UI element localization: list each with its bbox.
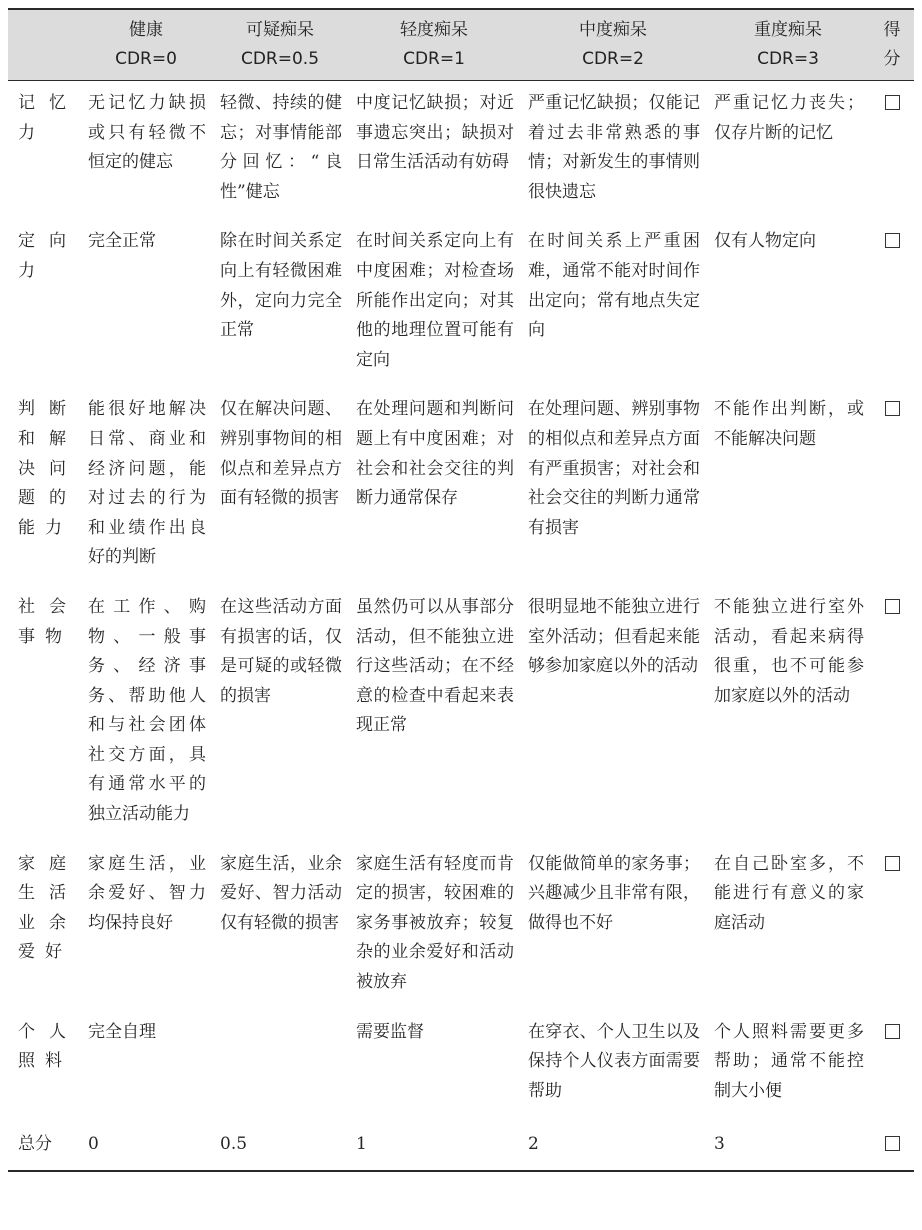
cell-mild: 在时间关系定向上有中度困难；对检查场所能作出定向；对其他的地理位置可能有定向	[356, 231, 514, 370]
cell-moderate: 2	[528, 1134, 539, 1155]
cell-mild: 中度记忆缺损；对近事遗忘突出；缺损对日常生活活动有妨碍	[356, 93, 514, 173]
header-domain-blank	[8, 9, 80, 81]
cell-questionable: 家庭生活，业余爱好、智力活动仅有轻微的损害	[220, 853, 342, 933]
score-cell	[870, 1118, 914, 1171]
domain-label: 总分	[18, 1134, 52, 1155]
cell-questionable: 仅在解决问题、辨别事物间的相似点和差异点方面有轻微的损害	[220, 399, 342, 509]
cell-questionable	[212, 1010, 348, 1119]
row-community-affairs	[8, 585, 914, 842]
domain-label: 判断和解决问题的能力	[18, 399, 76, 538]
score-cell	[870, 81, 914, 220]
score-cell	[870, 1010, 914, 1119]
header-moderate: 中度痴呆 CDR=2	[579, 20, 647, 69]
header-severe: 重度痴呆 CDR=3	[754, 20, 822, 69]
header-mild: 轻度痴呆 CDR=1	[400, 20, 468, 69]
cell-moderate: 在处理问题、辨别事物的相似点和差异点方面有严重损害；对社会和社会交往的判断力通常有损害	[528, 399, 700, 538]
score-checkbox[interactable]	[885, 95, 900, 110]
cell-severe: 不能独立进行室外活动，看起来病得很重，也不可能参加家庭以外的活动	[714, 596, 864, 706]
cell-mild: 家庭生活有轻度而肯定的损害，较困难的家务事被放弃；较复杂的业余爱好和活动被放弃	[356, 853, 514, 993]
cell-severe: 个人照料需要更多帮助；通常不能控制大小便	[714, 1021, 864, 1101]
header-score: 得 分	[883, 20, 901, 69]
cell-healthy: 无记忆力缺损或只有轻微不恒定的健忘	[88, 93, 206, 173]
cell-moderate: 在时间关系上严重困难，通常不能对时间作出定向；常有地点失定向	[528, 231, 700, 341]
cell-healthy: 0	[88, 1134, 99, 1155]
cell-healthy: 完全自理	[88, 1021, 156, 1042]
cell-moderate: 仅能做简单的家务事；兴趣减少且非常有限，做得也不好	[528, 853, 700, 933]
cell-moderate: 严重记忆缺损；仅能记着过去非常熟悉的事情；对新发生的事情则很快遗忘	[528, 93, 700, 202]
row-home-hobbies	[8, 842, 914, 1010]
row-orientation	[8, 219, 914, 387]
cell-healthy: 在工作、购物、一般事务、经济事务、帮助他人和与社会团体社交方面，具有通常水平的独立活动能力	[88, 596, 206, 825]
score-cell	[870, 585, 914, 842]
cell-moderate: 很明显地不能独立进行室外活动；但看起来能够参加家庭以外的活动	[528, 596, 700, 677]
cell-healthy: 完全正常	[88, 231, 156, 252]
domain-label: 家庭生活业余爱好	[18, 853, 76, 963]
cell-mild: 需要监督	[356, 1021, 424, 1042]
cell-questionable: 0.5	[220, 1134, 248, 1155]
domain-label: 社会事物	[18, 596, 76, 647]
score-checkbox[interactable]	[885, 1136, 900, 1151]
domain-label: 个人照料	[18, 1021, 76, 1072]
row-memory	[8, 81, 914, 220]
score-checkbox[interactable]	[885, 401, 900, 416]
header-healthy: 健康 CDR=0	[115, 20, 177, 69]
cdr-table	[8, 8, 914, 1172]
row-judgment	[8, 387, 914, 585]
score-cell	[870, 842, 914, 1010]
row-total	[8, 1118, 914, 1171]
cell-healthy: 家庭生活，业余爱好、智力均保持良好	[88, 853, 206, 933]
score-checkbox[interactable]	[885, 233, 900, 248]
cell-severe: 3	[714, 1134, 725, 1155]
row-personal-care	[8, 1010, 914, 1119]
score-cell	[870, 219, 914, 387]
cell-mild: 在处理问题和判断问题上有中度困难；对社会和社会交往的判断力通常保存	[356, 399, 514, 509]
score-checkbox[interactable]	[885, 1024, 900, 1039]
score-checkbox[interactable]	[885, 856, 900, 871]
cell-severe: 仅有人物定向	[714, 231, 816, 252]
header-questionable: 可疑痴呆 CDR=0.5	[240, 20, 320, 69]
cell-mild: 虽然仍可以从事部分活动，但不能独立进行这些活动；在不经意的检查中看起来表现正常	[356, 596, 514, 736]
domain-label: 记忆力	[18, 93, 76, 143]
cell-healthy: 能很好地解决日常、商业和经济问题，能对过去的行为和业绩作出良好的判断	[88, 399, 206, 568]
header-row	[8, 9, 914, 81]
cell-questionable: 除在时间关系定向上有轻微困难外，定向力完全正常	[220, 231, 342, 341]
domain-label: 定向力	[18, 231, 76, 281]
cell-questionable: 轻微、持续的健忘；对事情能部分回忆：“良性”健忘	[220, 93, 342, 202]
cell-mild: 1	[356, 1134, 367, 1155]
score-cell	[870, 387, 914, 585]
cell-severe: 严重记忆力丧失；仅存片断的记忆	[714, 93, 864, 143]
score-checkbox[interactable]	[885, 599, 900, 614]
cell-questionable: 在这些活动方面有损害的话，仅是可疑的或轻微的损害	[220, 596, 342, 706]
cell-moderate: 在穿衣、个人卫生以及保持个人仪表方面需要帮助	[528, 1021, 700, 1101]
cell-severe: 不能作出判断，或不能解决问题	[714, 399, 864, 449]
cell-severe: 在自己卧室多，不能进行有意义的家庭活动	[714, 853, 864, 933]
